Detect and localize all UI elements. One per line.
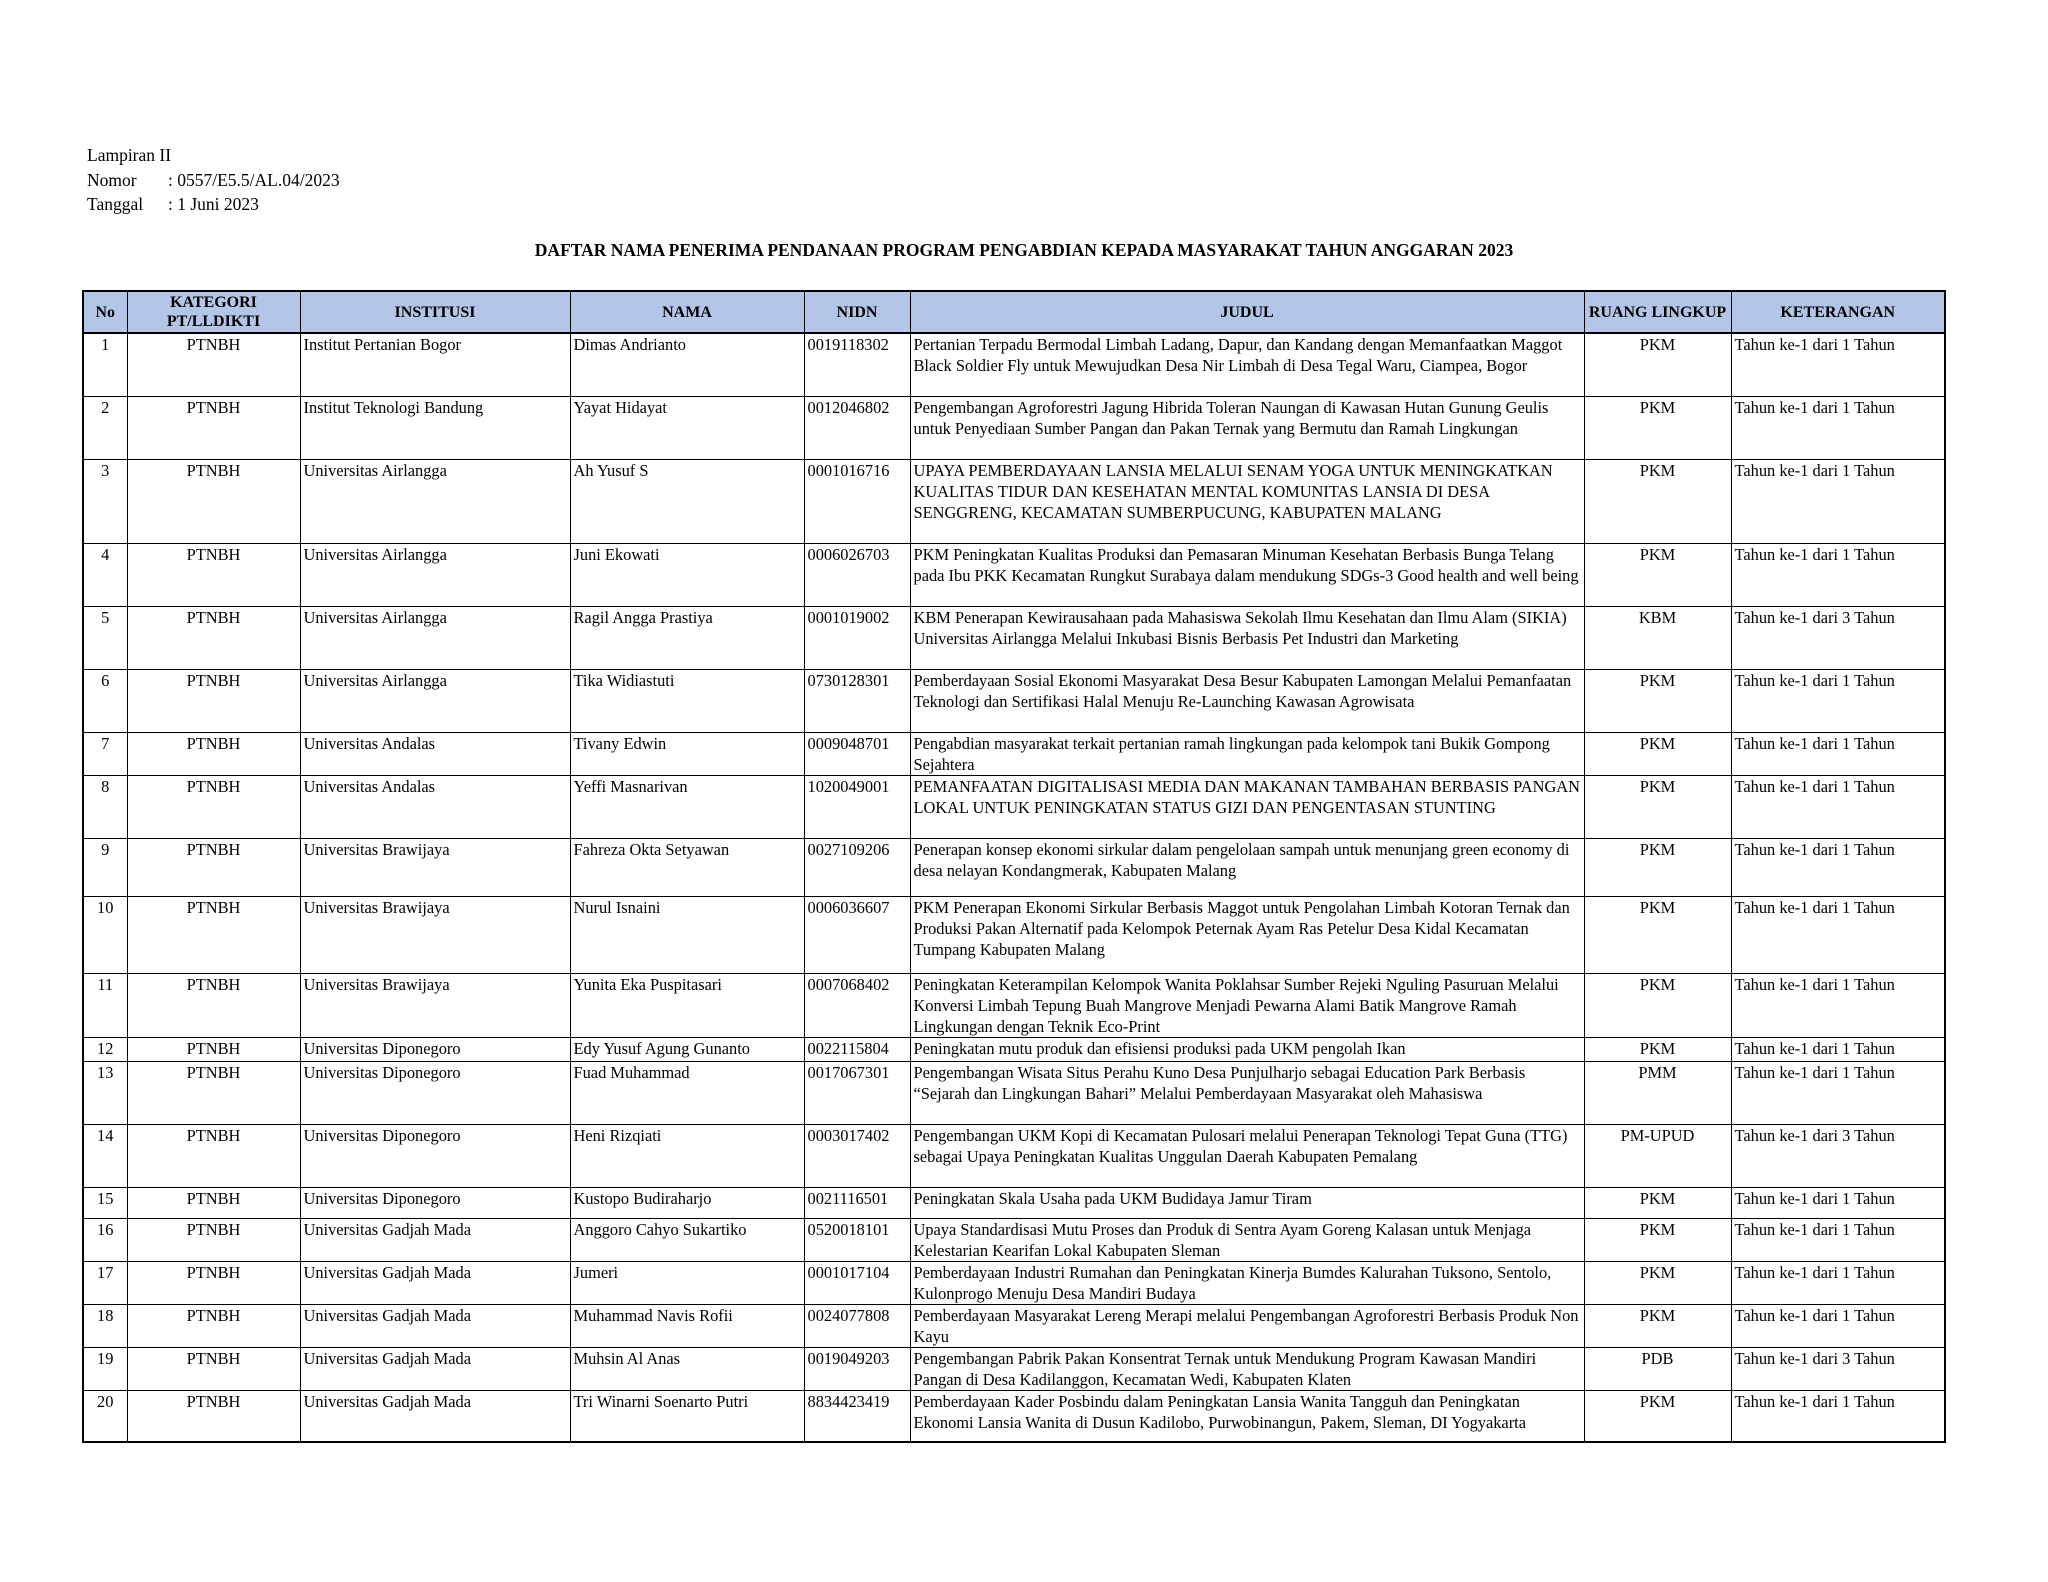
cell-nidn: 0730128301 [804,669,910,732]
cell-nama: Jumeri [570,1261,804,1304]
cell-no: 20 [83,1390,127,1442]
cell-institusi: Universitas Airlangga [300,606,570,669]
cell-nidn: 0003017402 [804,1124,910,1187]
cell-judul: Pemberdayaan Sosial Ekonomi Masyarakat Desa Besur Kabupaten Lamongan Melalui Pemanfaatan Teknologi dan Sertifikasi Halal Menuju Re-Launching Kawasan Agrowisata [910,669,1584,732]
cell-no: 2 [83,396,127,459]
cell-institusi: Universitas Airlangga [300,543,570,606]
cell-keterangan: Tahun ke-1 dari 1 Tahun [1731,1304,1945,1347]
cell-nidn: 0024077808 [804,1304,910,1347]
cell-nidn: 0017067301 [804,1061,910,1124]
cell-ruang-lingkup: PKM [1584,1304,1731,1347]
cell-kategori: PTNBH [127,838,300,896]
cell-kategori: PTNBH [127,973,300,1037]
cell-keterangan: Tahun ke-1 dari 1 Tahun [1731,1037,1945,1061]
cell-no: 1 [83,333,127,396]
cell-judul: Peningkatan Keterampilan Kelompok Wanita Poklahsar Sumber Rejeki Nguling Pasuruan Melalui Konversi Limbah Tepung Buah Mangrove Menjadi Pewarna Alami Batik Mangrove Ramah Lingkungan dengan Teknik Eco-Print [910,973,1584,1037]
cell-judul: PKM Penerapan Ekonomi Sirkular Berbasis Maggot untuk Pengolahan Limbah Kotoran Ternak dan Produksi Pakan Alternatif pada Kelompok Peternak Ayam Ras Petelur Desa Kidal Kecamatan Tumpang Kabupaten Malang [910,896,1584,973]
cell-ruang-lingkup: PKM [1584,775,1731,838]
cell-ruang-lingkup: PKM [1584,459,1731,543]
cell-nama: Juni Ekowati [570,543,804,606]
cell-institusi: Universitas Diponegoro [300,1061,570,1124]
cell-no: 4 [83,543,127,606]
cell-keterangan: Tahun ke-1 dari 1 Tahun [1731,775,1945,838]
cell-nama: Kustopo Budiraharjo [570,1187,804,1218]
cell-kategori: PTNBH [127,1304,300,1347]
cell-institusi: Universitas Gadjah Mada [300,1304,570,1347]
cell-keterangan: Tahun ke-1 dari 1 Tahun [1731,1218,1945,1261]
cell-nidn: 0001016716 [804,459,910,543]
cell-keterangan: Tahun ke-1 dari 1 Tahun [1731,543,1945,606]
cell-judul: Pengembangan Wisata Situs Perahu Kuno Desa Punjulharjo sebagai Education Park Berbasis “Sejarah dan Lingkungan Bahari” Melalui Pemberdayaan Masyarakat oleh Mahasiswa [910,1061,1584,1124]
cell-nidn: 0019118302 [804,333,910,396]
cell-nama: Fuad Muhammad [570,1061,804,1124]
cell-kategori: PTNBH [127,1218,300,1261]
cell-no: 19 [83,1347,127,1390]
recipients-table [82,290,1946,1443]
cell-nidn: 8834423419 [804,1390,910,1442]
cell-no: 11 [83,973,127,1037]
document-title: DAFTAR NAMA PENERIMA PENDANAAN PROGRAM PENGABDIAN KEPADA MASYARAKAT TAHUN ANGGARAN 2023 [534,240,1514,260]
cell-no: 13 [83,1061,127,1124]
cell-no: 18 [83,1304,127,1347]
cell-keterangan: Tahun ke-1 dari 1 Tahun [1731,973,1945,1037]
cell-ruang-lingkup: PKM [1584,1390,1731,1442]
cell-nidn: 0019049203 [804,1347,910,1390]
cell-ruang-lingkup: PKM [1584,669,1731,732]
cell-ruang-lingkup: PKM [1584,1261,1731,1304]
cell-kategori: PTNBH [127,606,300,669]
cell-judul: Penerapan konsep ekonomi sirkular dalam pengelolaan sampah untuk menunjang green economy di desa nelayan Kondangmerak, Kabupaten Malang [910,838,1584,896]
cell-institusi: Universitas Brawijaya [300,973,570,1037]
cell-institusi: Universitas Diponegoro [300,1124,570,1187]
cell-judul: PEMANFAATAN DIGITALISASI MEDIA DAN MAKANAN TAMBAHAN BERBASIS PANGAN LOKAL UNTUK PENINGKATAN STATUS GIZI DAN PENGENTASAN STUNTING [910,775,1584,838]
cell-nidn: 0022115804 [804,1037,910,1061]
cell-no: 15 [83,1187,127,1218]
cell-institusi: Universitas Airlangga [300,459,570,543]
cell-keterangan: Tahun ke-1 dari 1 Tahun [1731,1390,1945,1442]
cell-nidn: 0001017104 [804,1261,910,1304]
cell-ruang-lingkup: PDB [1584,1347,1731,1390]
cell-ruang-lingkup: PKM [1584,838,1731,896]
cell-no: 17 [83,1261,127,1304]
cell-ruang-lingkup: PKM [1584,396,1731,459]
date-label: Tanggal [87,194,144,214]
cell-keterangan: Tahun ke-1 dari 3 Tahun [1731,606,1945,669]
cell-judul: UPAYA PEMBERDAYAAN LANSIA MELALUI SENAM YOGA UNTUK MENINGKATKAN KUALITAS TIDUR DAN KESEHATAN MENTAL KOMUNITAS LANSIA DI DESA SENGGRENG, KECAMATAN SUMBERPUCUNG, KABUPATEN MALANG [910,459,1584,543]
cell-no: 6 [83,669,127,732]
cell-nama: Anggoro Cahyo Sukartiko [570,1218,804,1261]
cell-nidn: 0009048701 [804,732,910,775]
cell-kategori: PTNBH [127,1261,300,1304]
cell-judul: Pertanian Terpadu Bermodal Limbah Ladang, Dapur, dan Kandang dengan Memanfaatkan Maggot Black Soldier Fly untuk Mewujudkan Desa Nir Limbah di Desa Tegal Waru, Ciampea, Bogor [910,333,1584,396]
column-header-institusi: INSTITUSI [300,291,570,333]
cell-keterangan: Tahun ke-1 dari 1 Tahun [1731,732,1945,775]
cell-judul: Peningkatan Skala Usaha pada UKM Budidaya Jamur Tiram [910,1187,1584,1218]
table-row [83,1347,1945,1390]
cell-institusi: Universitas Gadjah Mada [300,1218,570,1261]
cell-ruang-lingkup: PKM [1584,1187,1731,1218]
cell-keterangan: Tahun ke-1 dari 1 Tahun [1731,669,1945,732]
cell-institusi: Universitas Diponegoro [300,1187,570,1218]
cell-institusi: Institut Teknologi Bandung [300,396,570,459]
cell-keterangan: Tahun ke-1 dari 1 Tahun [1731,838,1945,896]
cell-institusi: Universitas Gadjah Mada [300,1390,570,1442]
cell-judul: Pengabdian masyarakat terkait pertanian ramah lingkungan pada kelompok tani Bukik Gompong Sejahtera [910,732,1584,775]
cell-judul: Pengembangan Pabrik Pakan Konsentrat Ternak untuk Mendukung Program Kawasan Mandiri Pangan di Desa Kadilanggon, Kecamatan Wedi, Kabupaten Klaten [910,1347,1584,1390]
cell-kategori: PTNBH [127,1187,300,1218]
cell-no: 8 [83,775,127,838]
cell-keterangan: Tahun ke-1 dari 3 Tahun [1731,1124,1945,1187]
cell-kategori: PTNBH [127,459,300,543]
cell-institusi: Universitas Brawijaya [300,896,570,973]
table-row [83,333,1945,396]
cell-nama: Yeffi Masnarivan [570,775,804,838]
cell-nama: Muhammad Navis Rofii [570,1304,804,1347]
cell-nidn: 0027109206 [804,838,910,896]
cell-institusi: Universitas Gadjah Mada [300,1261,570,1304]
table-row [83,973,1945,1037]
table-row [83,1187,1945,1218]
table-row [83,1124,1945,1187]
table-row [83,396,1945,459]
number-label: Nomor [87,169,137,190]
cell-kategori: PTNBH [127,732,300,775]
cell-nidn: 0006036607 [804,896,910,973]
cell-nidn: 1020049001 [804,775,910,838]
table-row [83,669,1945,732]
cell-ruang-lingkup: KBM [1584,606,1731,669]
cell-no: 7 [83,732,127,775]
cell-ruang-lingkup: PMM [1584,1061,1731,1124]
cell-kategori: PTNBH [127,1390,300,1442]
cell-keterangan: Tahun ke-1 dari 1 Tahun [1731,1061,1945,1124]
cell-kategori: PTNBH [127,543,300,606]
cell-ruang-lingkup: PKM [1584,333,1731,396]
cell-no: 14 [83,1124,127,1187]
cell-judul: Pemberdayaan Industri Rumahan dan Peningkatan Kinerja Bumdes Kalurahan Tuksono, Sentolo, Kulonprogo Menuju Desa Mandiri Budaya [910,1261,1584,1304]
number-value: : 0557/E5.5/AL.04/2023 [168,169,340,190]
table-header-row [83,291,1945,333]
cell-institusi: Institut Pertanian Bogor [300,333,570,396]
table-row [83,1037,1945,1061]
cell-nama: Dimas Andrianto [570,333,804,396]
table-row [83,732,1945,775]
cell-kategori: PTNBH [127,896,300,973]
cell-nidn: 0021116501 [804,1187,910,1218]
cell-institusi: Universitas Gadjah Mada [300,1347,570,1390]
cell-nama: Yunita Eka Puspitasari [570,973,804,1037]
table-row [83,838,1945,896]
cell-judul: Upaya Standardisasi Mutu Proses dan Produk di Sentra Ayam Goreng Kalasan untuk Menjaga Kelestarian Kearifan Lokal Kabupaten Sleman [910,1218,1584,1261]
table-row [83,1261,1945,1304]
cell-kategori: PTNBH [127,669,300,732]
table-row [83,1390,1945,1442]
date-line [87,192,340,217]
cell-nama: Tri Winarni Soenarto Putri [570,1390,804,1442]
column-header-ruang-lingkup: RUANG LINGKUP [1584,291,1731,333]
table-row [83,896,1945,973]
cell-keterangan: Tahun ke-1 dari 1 Tahun [1731,1261,1945,1304]
cell-ruang-lingkup: PKM [1584,543,1731,606]
cell-nidn: 0007068402 [804,973,910,1037]
cell-no: 12 [83,1037,127,1061]
cell-kategori: PTNBH [127,1124,300,1187]
cell-nidn: 0012046802 [804,396,910,459]
cell-ruang-lingkup: PKM [1584,896,1731,973]
cell-keterangan: Tahun ke-1 dari 3 Tahun [1731,1347,1945,1390]
table-row [83,459,1945,543]
cell-keterangan: Tahun ke-1 dari 1 Tahun [1731,459,1945,543]
cell-ruang-lingkup: PKM [1584,732,1731,775]
cell-institusi: Universitas Andalas [300,732,570,775]
table-row [83,606,1945,669]
column-header-judul: JUDUL [910,291,1584,333]
cell-no: 3 [83,459,127,543]
cell-nama: Ah Yusuf S [570,459,804,543]
cell-ruang-lingkup: PKM [1584,973,1731,1037]
cell-kategori: PTNBH [127,775,300,838]
table-row [83,1304,1945,1347]
cell-nidn: 0006026703 [804,543,910,606]
column-header-kategori: KATEGORI PT/LLDIKTI [127,291,300,333]
cell-nama: Yayat Hidayat [570,396,804,459]
cell-nama: Heni Rizqiati [570,1124,804,1187]
cell-nidn: 0520018101 [804,1218,910,1261]
cell-nama: Fahreza Okta Setyawan [570,838,804,896]
column-header-nidn: NIDN [804,291,910,333]
cell-nama: Nurul Isnaini [570,896,804,973]
cell-judul: Pemberdayaan Masyarakat Lereng Merapi melalui Pengembangan Agroforestri Berbasis Produk Non Kayu [910,1304,1584,1347]
cell-judul: Peningkatan mutu produk dan efisiensi produksi pada UKM pengolah Ikan [910,1037,1584,1061]
table-row [83,775,1945,838]
column-header-keterangan: KETERANGAN [1731,291,1945,333]
cell-no: 9 [83,838,127,896]
cell-keterangan: Tahun ke-1 dari 1 Tahun [1731,333,1945,396]
cell-keterangan: Tahun ke-1 dari 1 Tahun [1731,396,1945,459]
number-line [87,168,340,193]
cell-judul: Pengembangan Agroforestri Jagung Hibrida Toleran Naungan di Kawasan Hutan Gunung Geulis untuk Penyediaan Sumber Pangan dan Pakan Ternak yang Bermutu dan Ramah Lingkungan [910,396,1584,459]
table-row [83,543,1945,606]
cell-no: 10 [83,896,127,973]
cell-judul: KBM Penerapan Kewirausahaan pada Mahasiswa Sekolah Ilmu Kesehatan dan Ilmu Alam (SIKIA) Universitas Airlangga Melalui Inkubasi Bisnis Berbasis Pet Industri dan Marketing [910,606,1584,669]
cell-institusi: Universitas Diponegoro [300,1037,570,1061]
cell-nama: Edy Yusuf Agung Gunanto [570,1037,804,1061]
cell-nidn: 0001019002 [804,606,910,669]
cell-keterangan: Tahun ke-1 dari 1 Tahun [1731,1187,1945,1218]
cell-institusi: Universitas Airlangga [300,669,570,732]
cell-nama: Ragil Angga Prastiya [570,606,804,669]
cell-ruang-lingkup: PM-UPUD [1584,1124,1731,1187]
cell-judul: Pemberdayaan Kader Posbindu dalam Peningkatan Lansia Wanita Tangguh dan Peningkatan Ekonomi Lansia Wanita di Dusun Kadilobo, Purwobinangun, Pakem, Sleman, DI Yogyakarta [910,1390,1584,1442]
date-value: : 1 Juni 2023 [168,194,259,214]
cell-nama: Tika Widiastuti [570,669,804,732]
cell-kategori: PTNBH [127,1347,300,1390]
cell-keterangan: Tahun ke-1 dari 1 Tahun [1731,896,1945,973]
cell-no: 5 [83,606,127,669]
column-header-no: No [83,291,127,333]
attachment-label: Lampiran II [87,145,172,165]
cell-kategori: PTNBH [127,396,300,459]
cell-nama: Tivany Edwin [570,732,804,775]
column-header-nama: NAMA [570,291,804,333]
table-row [83,1218,1945,1261]
cell-no: 16 [83,1218,127,1261]
cell-kategori: PTNBH [127,1037,300,1061]
cell-kategori: PTNBH [127,333,300,396]
cell-institusi: Universitas Andalas [300,775,570,838]
table-row [83,1061,1945,1124]
cell-ruang-lingkup: PKM [1584,1037,1731,1061]
cell-judul: PKM Peningkatan Kualitas Produksi dan Pemasaran Minuman Kesehatan Berbasis Bunga Telang pada Ibu PKK Kecamatan Rungkut Surabaya dalam mendukung SDGs-3 Good health and well being [910,543,1584,606]
attachment-header [87,143,340,217]
cell-nama: Muhsin Al Anas [570,1347,804,1390]
cell-judul: Pengembangan UKM Kopi di Kecamatan Pulosari melalui Penerapan Teknologi Tepat Guna (TTG) sebagai Upaya Peningkatan Kualitas Unggulan Daerah Kabupaten Pemalang [910,1124,1584,1187]
cell-ruang-lingkup: PKM [1584,1218,1731,1261]
cell-kategori: PTNBH [127,1061,300,1124]
cell-institusi: Universitas Brawijaya [300,838,570,896]
